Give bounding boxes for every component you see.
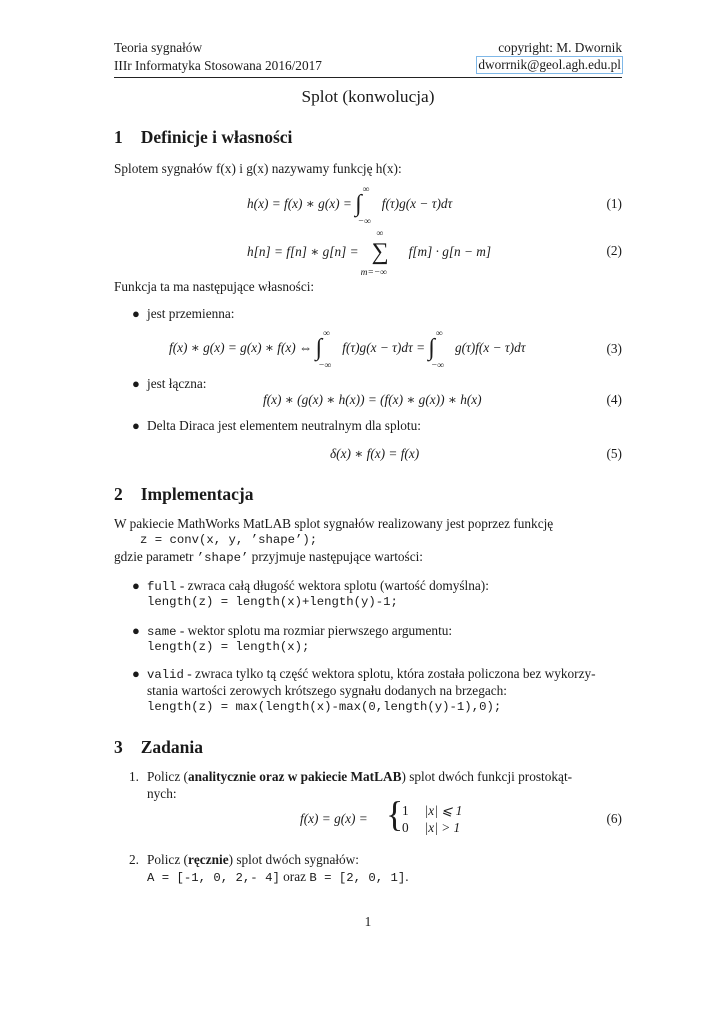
integral-sign: ∫ bbox=[355, 191, 362, 217]
conv-call-code: z = conv(x, y, ’shape’); bbox=[140, 533, 318, 547]
integral-sign: ∫ bbox=[428, 335, 435, 361]
document-page bbox=[114, 0, 622, 1024]
eq3-upper-limit-1: ∞ bbox=[323, 328, 331, 339]
eq3-integral-2: g(τ)f(x − τ)dτ bbox=[454, 340, 526, 355]
header-course: Teoria sygnałów bbox=[114, 40, 203, 55]
eq6-r2-cond: |x| > 1 bbox=[424, 820, 461, 835]
task-1-line-2: nych: bbox=[147, 786, 177, 801]
task-1-text bbox=[147, 769, 572, 785]
section-3-heading bbox=[114, 737, 203, 758]
section-1-number: 1 bbox=[114, 127, 123, 147]
task-1-post: ) splot dwóch funkcji prostokąt- bbox=[401, 769, 573, 784]
bullet-icon: ● bbox=[132, 578, 140, 593]
eq6-r1-cond: |x| ⩽ 1 bbox=[424, 803, 463, 818]
eq3-lhs: f(x) ∗ g(x) = g(x) ∗ f(x) ⇔ bbox=[169, 340, 313, 355]
eq1-number: (1) bbox=[606, 196, 622, 211]
eq1-integrand: f(τ)g(x − τ)dτ bbox=[381, 196, 453, 211]
section-3-number: 3 bbox=[114, 737, 123, 757]
signal-a-code: A = [-1, 0, 2,- 4] bbox=[147, 871, 280, 885]
s1-props-intro: Funkcja ta ma następujące własności: bbox=[114, 279, 315, 294]
option-same-code: same bbox=[147, 625, 177, 639]
option-same-formula: length(z) = length(x); bbox=[147, 640, 310, 654]
option-valid-formula: length(z) = max(length(x)-max(0,length(y)-1),0); bbox=[147, 700, 502, 714]
eq3-upper-limit-2: ∞ bbox=[435, 328, 443, 339]
eq1-lower-limit: −∞ bbox=[357, 216, 371, 227]
param-pre: gdzie parametr bbox=[114, 549, 197, 564]
eq3-integral-1: f(τ)g(x − τ)dτ = bbox=[342, 340, 426, 355]
eq3-lower-limit-1: −∞ bbox=[318, 360, 332, 371]
task-2-mid: oraz bbox=[279, 869, 310, 884]
task-1-bold: analitycznie oraz w pakiecie MatLAB bbox=[188, 769, 402, 784]
option-valid bbox=[147, 666, 596, 682]
eq6-number: (6) bbox=[606, 811, 622, 826]
section-2-number: 2 bbox=[114, 484, 123, 504]
eq6-r1-value: 1 bbox=[402, 803, 409, 818]
option-same-desc: - wektor splotu ma rozmiar pierwszego argumentu: bbox=[176, 623, 453, 638]
option-valid-code: valid bbox=[147, 668, 184, 682]
eq2-number: (2) bbox=[606, 243, 622, 258]
eq2-body: f[m] · g[n − m] bbox=[408, 244, 492, 260]
left-brace-icon: { bbox=[386, 794, 404, 834]
prop-3-label: Delta Diraca jest elementem neutralnym dla splotu: bbox=[147, 418, 421, 433]
section-3-title: Zadania bbox=[140, 737, 203, 757]
header-email-link[interactable]: dworrnik@geol.agh.edu.pl bbox=[478, 57, 621, 72]
bullet-icon: ● bbox=[132, 623, 140, 638]
eq1-upper-limit: ∞ bbox=[362, 184, 370, 195]
equation-1 bbox=[247, 184, 453, 227]
header-class-year: IIIr Informatyka Stosowana 2016/2017 bbox=[114, 58, 322, 73]
task-2-post: ) splot dwóch sygnałów: bbox=[228, 852, 359, 867]
section-2-heading bbox=[114, 484, 254, 505]
task-2-bold: ręcznie bbox=[188, 852, 229, 867]
equation-3 bbox=[169, 328, 526, 371]
s2-param-line bbox=[114, 549, 423, 565]
page-number: 1 bbox=[364, 914, 372, 929]
s2-intro: W pakiecie MathWorks MatLAB splot sygnałów realizowany jest poprzez funkcję bbox=[114, 516, 554, 531]
equation-4: f(x) ∗ (g(x) ∗ h(x)) = (f(x) ∗ g(x)) ∗ h(x) bbox=[263, 392, 482, 407]
section-2-title: Implementacja bbox=[140, 484, 254, 504]
section-1-heading bbox=[114, 127, 292, 148]
signal-b-code: B = [2, 0, 1] bbox=[309, 871, 406, 885]
eq5-number: (5) bbox=[606, 446, 622, 461]
bullet-icon: ● bbox=[132, 306, 140, 321]
bullet-icon: ● bbox=[132, 418, 140, 433]
eq2-lower-limit: m=−∞ bbox=[360, 268, 388, 278]
document-title: Splot (konwolucja) bbox=[301, 87, 435, 106]
task-2-signals bbox=[147, 869, 409, 885]
task-2-number: 2. bbox=[129, 852, 139, 867]
equation-6-lhs: f(x) = g(x) = bbox=[300, 811, 368, 826]
bullet-icon: ● bbox=[132, 666, 140, 681]
integral-sign: ∫ bbox=[315, 335, 323, 361]
task-1-pre: Policz ( bbox=[147, 769, 188, 784]
bullet-icon: ● bbox=[132, 376, 140, 391]
eq2-upper-limit: ∞ bbox=[376, 229, 384, 239]
option-same bbox=[147, 623, 452, 639]
prop-1-label: jest przemienna: bbox=[147, 306, 235, 321]
sum-sign: ∑ bbox=[371, 239, 389, 265]
task-2-end: . bbox=[405, 869, 409, 884]
prop-2-label: jest łączna: bbox=[147, 376, 207, 391]
task-1-number: 1. bbox=[129, 769, 139, 784]
param-post: przyjmuje następujące wartości: bbox=[248, 549, 423, 564]
equation-2 bbox=[247, 229, 492, 278]
option-full-desc: - zwraca całą długość wektora splotu (wartość domyślna): bbox=[176, 578, 489, 593]
eq2-lhs: h[n] = f[n] ∗ g[n] = bbox=[247, 244, 359, 260]
option-full-code: full bbox=[147, 580, 177, 594]
section-1-title: Definicje i własności bbox=[140, 127, 293, 147]
eq4-number: (4) bbox=[606, 392, 622, 407]
option-full bbox=[147, 578, 489, 594]
eq3-number: (3) bbox=[606, 341, 622, 356]
task-2-pre: Policz ( bbox=[147, 852, 188, 867]
header-rule bbox=[114, 77, 622, 78]
eq6-row-2 bbox=[402, 820, 460, 836]
option-valid-desc: - zwraca tylko tą część wektora splotu, która została policzona bez wykorzy- bbox=[183, 666, 596, 681]
task-2-text bbox=[147, 852, 359, 868]
eq3-lower-limit-2: −∞ bbox=[430, 360, 445, 371]
s1-intro: Splotem sygnałów f(x) i g(x) nazywamy funkcję h(x): bbox=[114, 161, 402, 176]
eq6-r2-value: 0 bbox=[402, 820, 409, 835]
eq6-row-1 bbox=[402, 803, 462, 819]
param-code: ’shape’ bbox=[196, 551, 249, 565]
equation-5: δ(x) ∗ f(x) = f(x) bbox=[330, 446, 420, 461]
eq1-lhs: h(x) = f(x) ∗ g(x) = bbox=[247, 196, 352, 211]
header-copyright: copyright: M. Dwornik bbox=[498, 40, 622, 55]
option-valid-desc-2: stania wartości zerowych krótszego sygnału dodanych na brzegach: bbox=[147, 683, 507, 698]
option-full-formula: length(z) = length(x)+length(y)-1; bbox=[147, 595, 398, 609]
